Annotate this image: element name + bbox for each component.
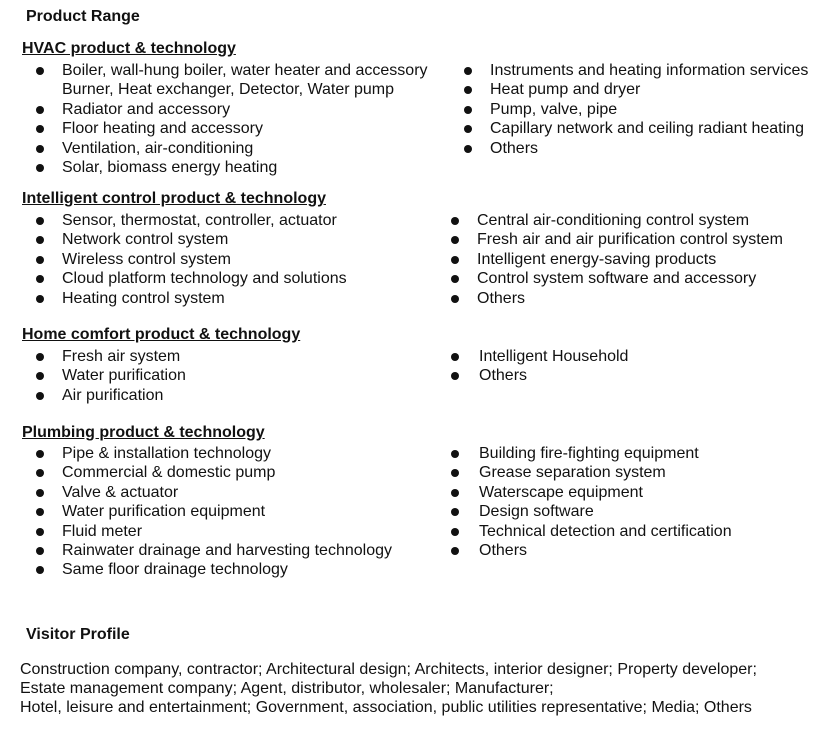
bullet-icon: [36, 145, 44, 153]
bullet-icon: [36, 508, 44, 516]
list-item: Design software: [479, 503, 594, 521]
bullet-icon: [36, 372, 44, 380]
list-item: Air purification: [62, 386, 164, 404]
list-item: Wireless control system: [62, 250, 231, 268]
list-item: Central air-conditioning control system: [477, 212, 750, 229]
visitor-profile-line: Estate management company; Agent, distributor, wholesaler; Manufacturer;: [20, 680, 554, 697]
visitor-profile-line: Construction company, contractor; Architectural design; Architects, interior designer; Property developer;: [20, 661, 757, 678]
list-item: Fluid meter: [62, 522, 143, 540]
bullet-icon: [451, 469, 459, 477]
bullet-icon: [451, 528, 459, 536]
bullet-icon: [451, 489, 459, 497]
bullet-icon: [451, 372, 459, 380]
section-heading: Plumbing product & technology: [22, 424, 265, 441]
bullet-icon: [36, 217, 44, 225]
list-item: Others: [490, 139, 539, 157]
bullet-icon: [451, 236, 459, 244]
bullet-icon: [36, 353, 44, 361]
bullet-icon: [464, 145, 472, 153]
list-item: Building fire-fighting equipment: [479, 445, 699, 462]
list-item: Ventilation, air-conditioning: [62, 139, 254, 157]
list-item: Fresh air system: [62, 348, 181, 365]
list-item: Capillary network and ceiling radiant heating: [490, 120, 804, 138]
section-heading: Home comfort product & technology: [22, 326, 301, 343]
bullet-icon: [451, 256, 459, 264]
list-item: Burner, Heat exchanger, Detector, Water pump: [62, 81, 395, 99]
section-heading: Intelligent control product & technology: [22, 190, 326, 207]
bullet-icon: [451, 547, 459, 555]
list-item: Others: [479, 542, 528, 559]
list-item: Others: [479, 367, 528, 385]
bullet-icon: [36, 164, 44, 172]
bullet-icon: [36, 295, 44, 303]
bullet-icon: [451, 508, 459, 516]
bullet-icon: [36, 547, 44, 555]
list-item: Intelligent Household: [479, 348, 629, 365]
list-item: Same floor drainage technology: [62, 561, 288, 579]
bullet-icon: [36, 106, 44, 114]
bullet-icon: [451, 353, 459, 361]
list-item: Cloud platform technology and solutions: [62, 270, 347, 288]
bullet-icon: [464, 125, 472, 133]
bullet-icon: [36, 256, 44, 264]
list-item: Pipe & installation technology: [62, 445, 272, 462]
bullet-icon: [36, 528, 44, 536]
list-item: Heating control system: [62, 289, 225, 307]
bullet-icon: [451, 275, 459, 283]
list-item: Instruments and heating information services: [490, 62, 809, 79]
list-item: Valve & actuator: [62, 483, 179, 501]
list-item: Radiator and accessory: [62, 100, 231, 118]
list-item: Solar, biomass energy heating: [62, 159, 278, 176]
visitor-profile-title: Visitor Profile: [26, 626, 130, 643]
section-heading: HVAC product & technology: [22, 40, 236, 57]
bullet-icon: [36, 236, 44, 244]
bullet-icon: [451, 295, 459, 303]
list-item: Boiler, wall-hung boiler, water heater and accessory: [62, 62, 428, 79]
list-item: Technical detection and certification: [479, 522, 732, 540]
list-item: Commercial & domestic pump: [62, 464, 276, 482]
list-item: Floor heating and accessory: [62, 120, 263, 138]
list-item: Grease separation system: [479, 464, 666, 482]
bullet-icon: [36, 125, 44, 133]
bullet-icon: [451, 217, 459, 225]
list-item: Fresh air and air purification control system: [477, 231, 783, 249]
bullet-icon: [36, 67, 44, 75]
list-item: Intelligent energy-saving products: [477, 250, 717, 268]
bullet-icon: [36, 566, 44, 574]
bullet-icon: [36, 489, 44, 497]
list-item: Water purification: [62, 367, 186, 385]
list-item: Pump, valve, pipe: [490, 100, 618, 118]
bullet-icon: [464, 106, 472, 114]
visitor-profile-line: Hotel, leisure and entertainment; Government, association, public utilities representative; Media; Others: [20, 699, 752, 716]
list-item: Others: [477, 289, 526, 307]
bullet-icon: [36, 275, 44, 283]
list-item: Water purification equipment: [62, 503, 266, 521]
bullet-icon: [464, 86, 472, 94]
bullet-icon: [36, 392, 44, 400]
list-item: Waterscape equipment: [479, 483, 643, 501]
product-range-title: Product Range: [26, 8, 140, 25]
list-item: Rainwater drainage and harvesting technology: [62, 542, 392, 559]
bullet-icon: [451, 450, 459, 458]
bullet-icon: [36, 450, 44, 458]
bullet-icon: [36, 469, 44, 477]
list-item: Network control system: [62, 231, 229, 249]
bullet-icon: [464, 67, 472, 75]
list-item: Control system software and accessory: [477, 270, 757, 288]
list-item: Sensor, thermostat, controller, actuator: [62, 212, 337, 229]
list-item: Heat pump and dryer: [490, 81, 641, 99]
